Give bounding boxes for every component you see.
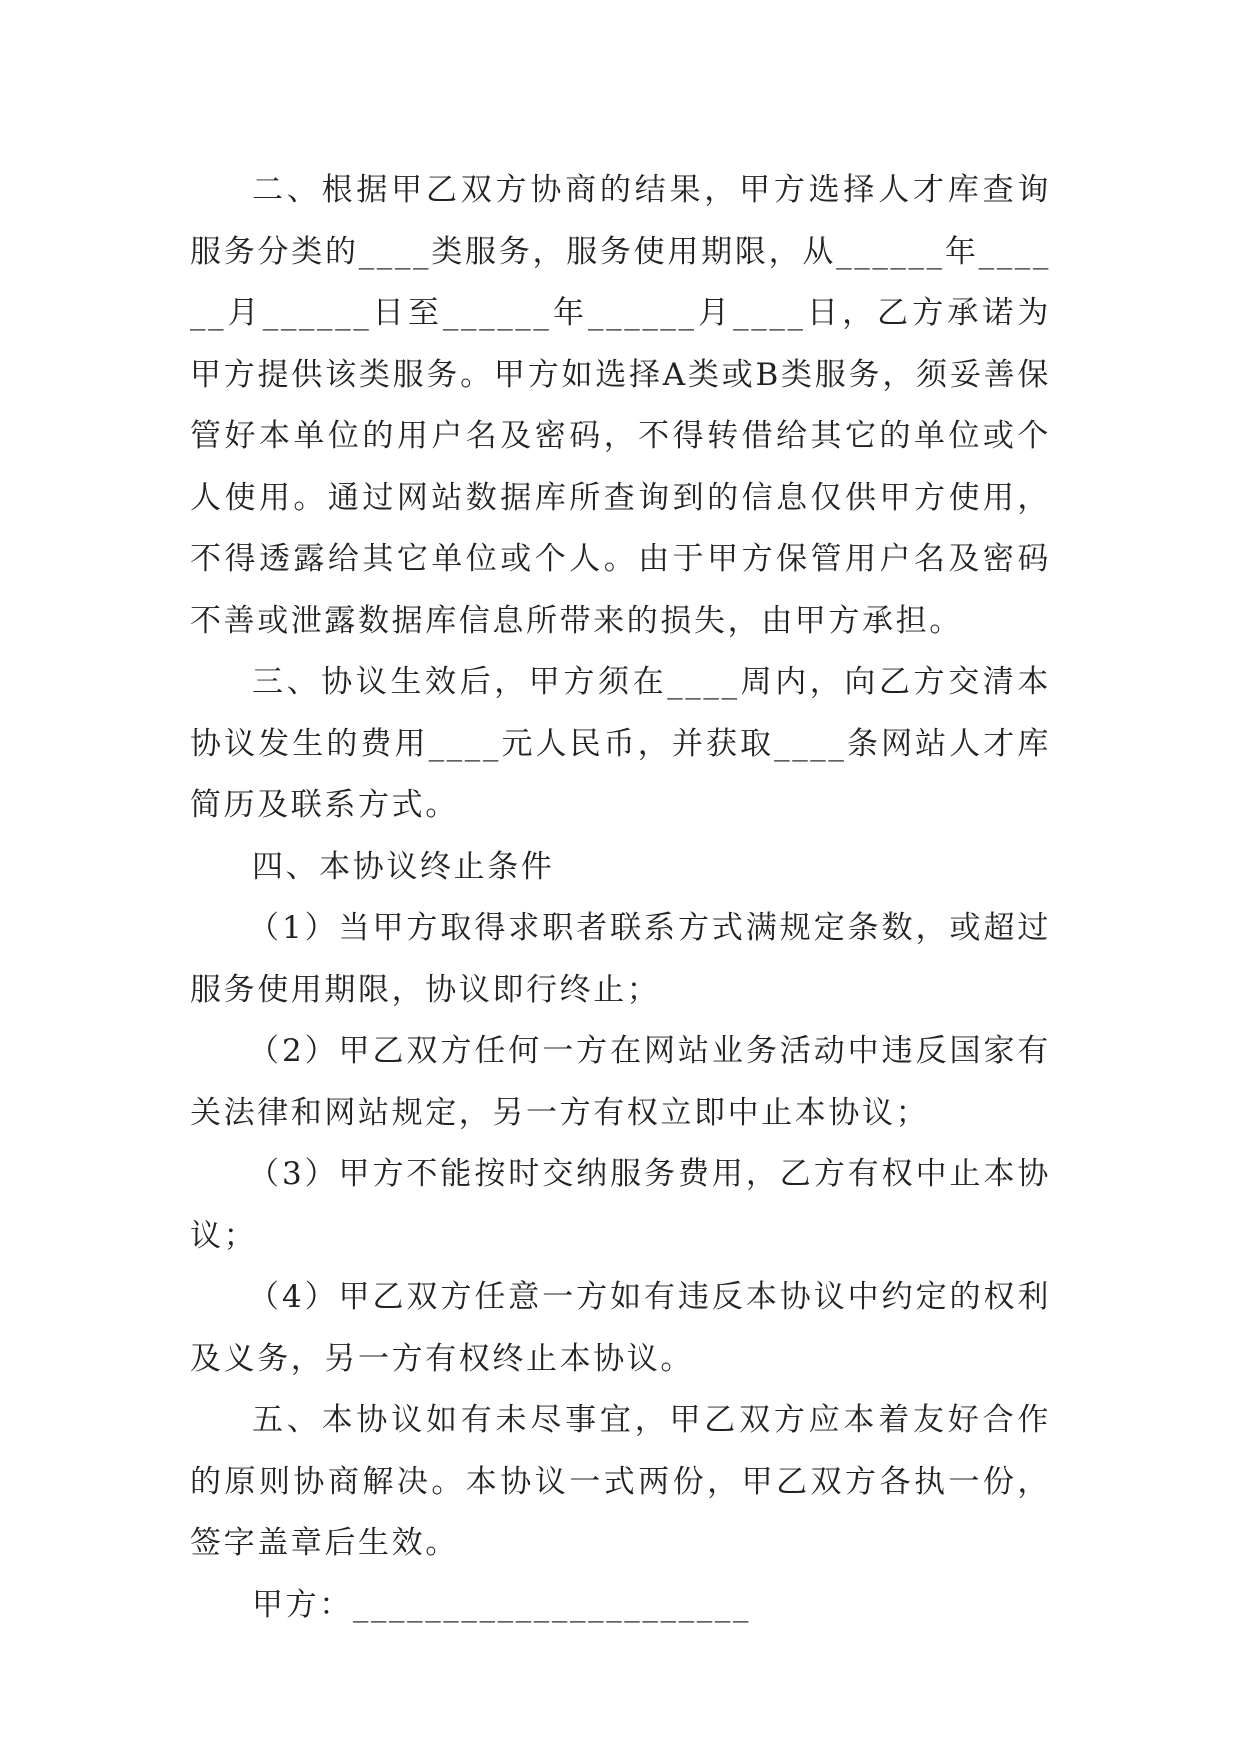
clause-4-item-3: （3）甲方不能按时交纳服务费用，乙方有权中止本协议； — [190, 1156, 1051, 1254]
clause-3: 三、协议生效后，甲方须在____周内，向乙方交清本协议发生的费用____元人民币，并获取____条网站人才库简历及联系方式。 — [190, 664, 1051, 823]
party-a-label: 甲方： — [252, 1586, 353, 1623]
clause-5: 五、本协议如有未尽事宜，甲乙双方应本着友好合作的原则协商解决。本协议一式两份，甲乙双方各执一份，签字盖章后生效。 — [190, 1402, 1051, 1561]
clause-4-heading: 四、本协议终止条件 — [252, 848, 555, 885]
clause-4-item-1: （1）当甲方取得求职者联系方式满规定条数，或超过服务使用期限，协议即行终止； — [190, 910, 1051, 1008]
clause-4-item-4: （4）甲乙双方任意一方如有违反本协议中约定的权利及义务，另一方有权终止本协议。 — [190, 1279, 1051, 1377]
clause-2: 二、根据甲乙双方协商的结果，甲方选择人才库查询服务分类的____类服务，服务使用期限，从______年______月______日至______年______月____日，乙方承诺为甲方提供该类服务。甲方如选择A类或B类服务，须妥善保管好本单位的用户名及密码，不得转借给其它的单位或个人使用。通过网站数据库所查询到的信息仅供甲方使用，不得透露给其它单位或个人。由于甲方保管用户名及密码不善或泄露数据库信息所带来的损失，由甲方承担。 — [190, 172, 1051, 639]
document-body — [190, 160, 1051, 1636]
party-a-blank: ______________________ — [352, 1586, 752, 1623]
clause-4-item-2: （2）甲乙双方任何一方在网站业务活动中违反国家有关法律和网站规定，另一方有权立即中止本协议； — [190, 1033, 1051, 1131]
party-a-signature — [190, 1575, 1051, 1637]
